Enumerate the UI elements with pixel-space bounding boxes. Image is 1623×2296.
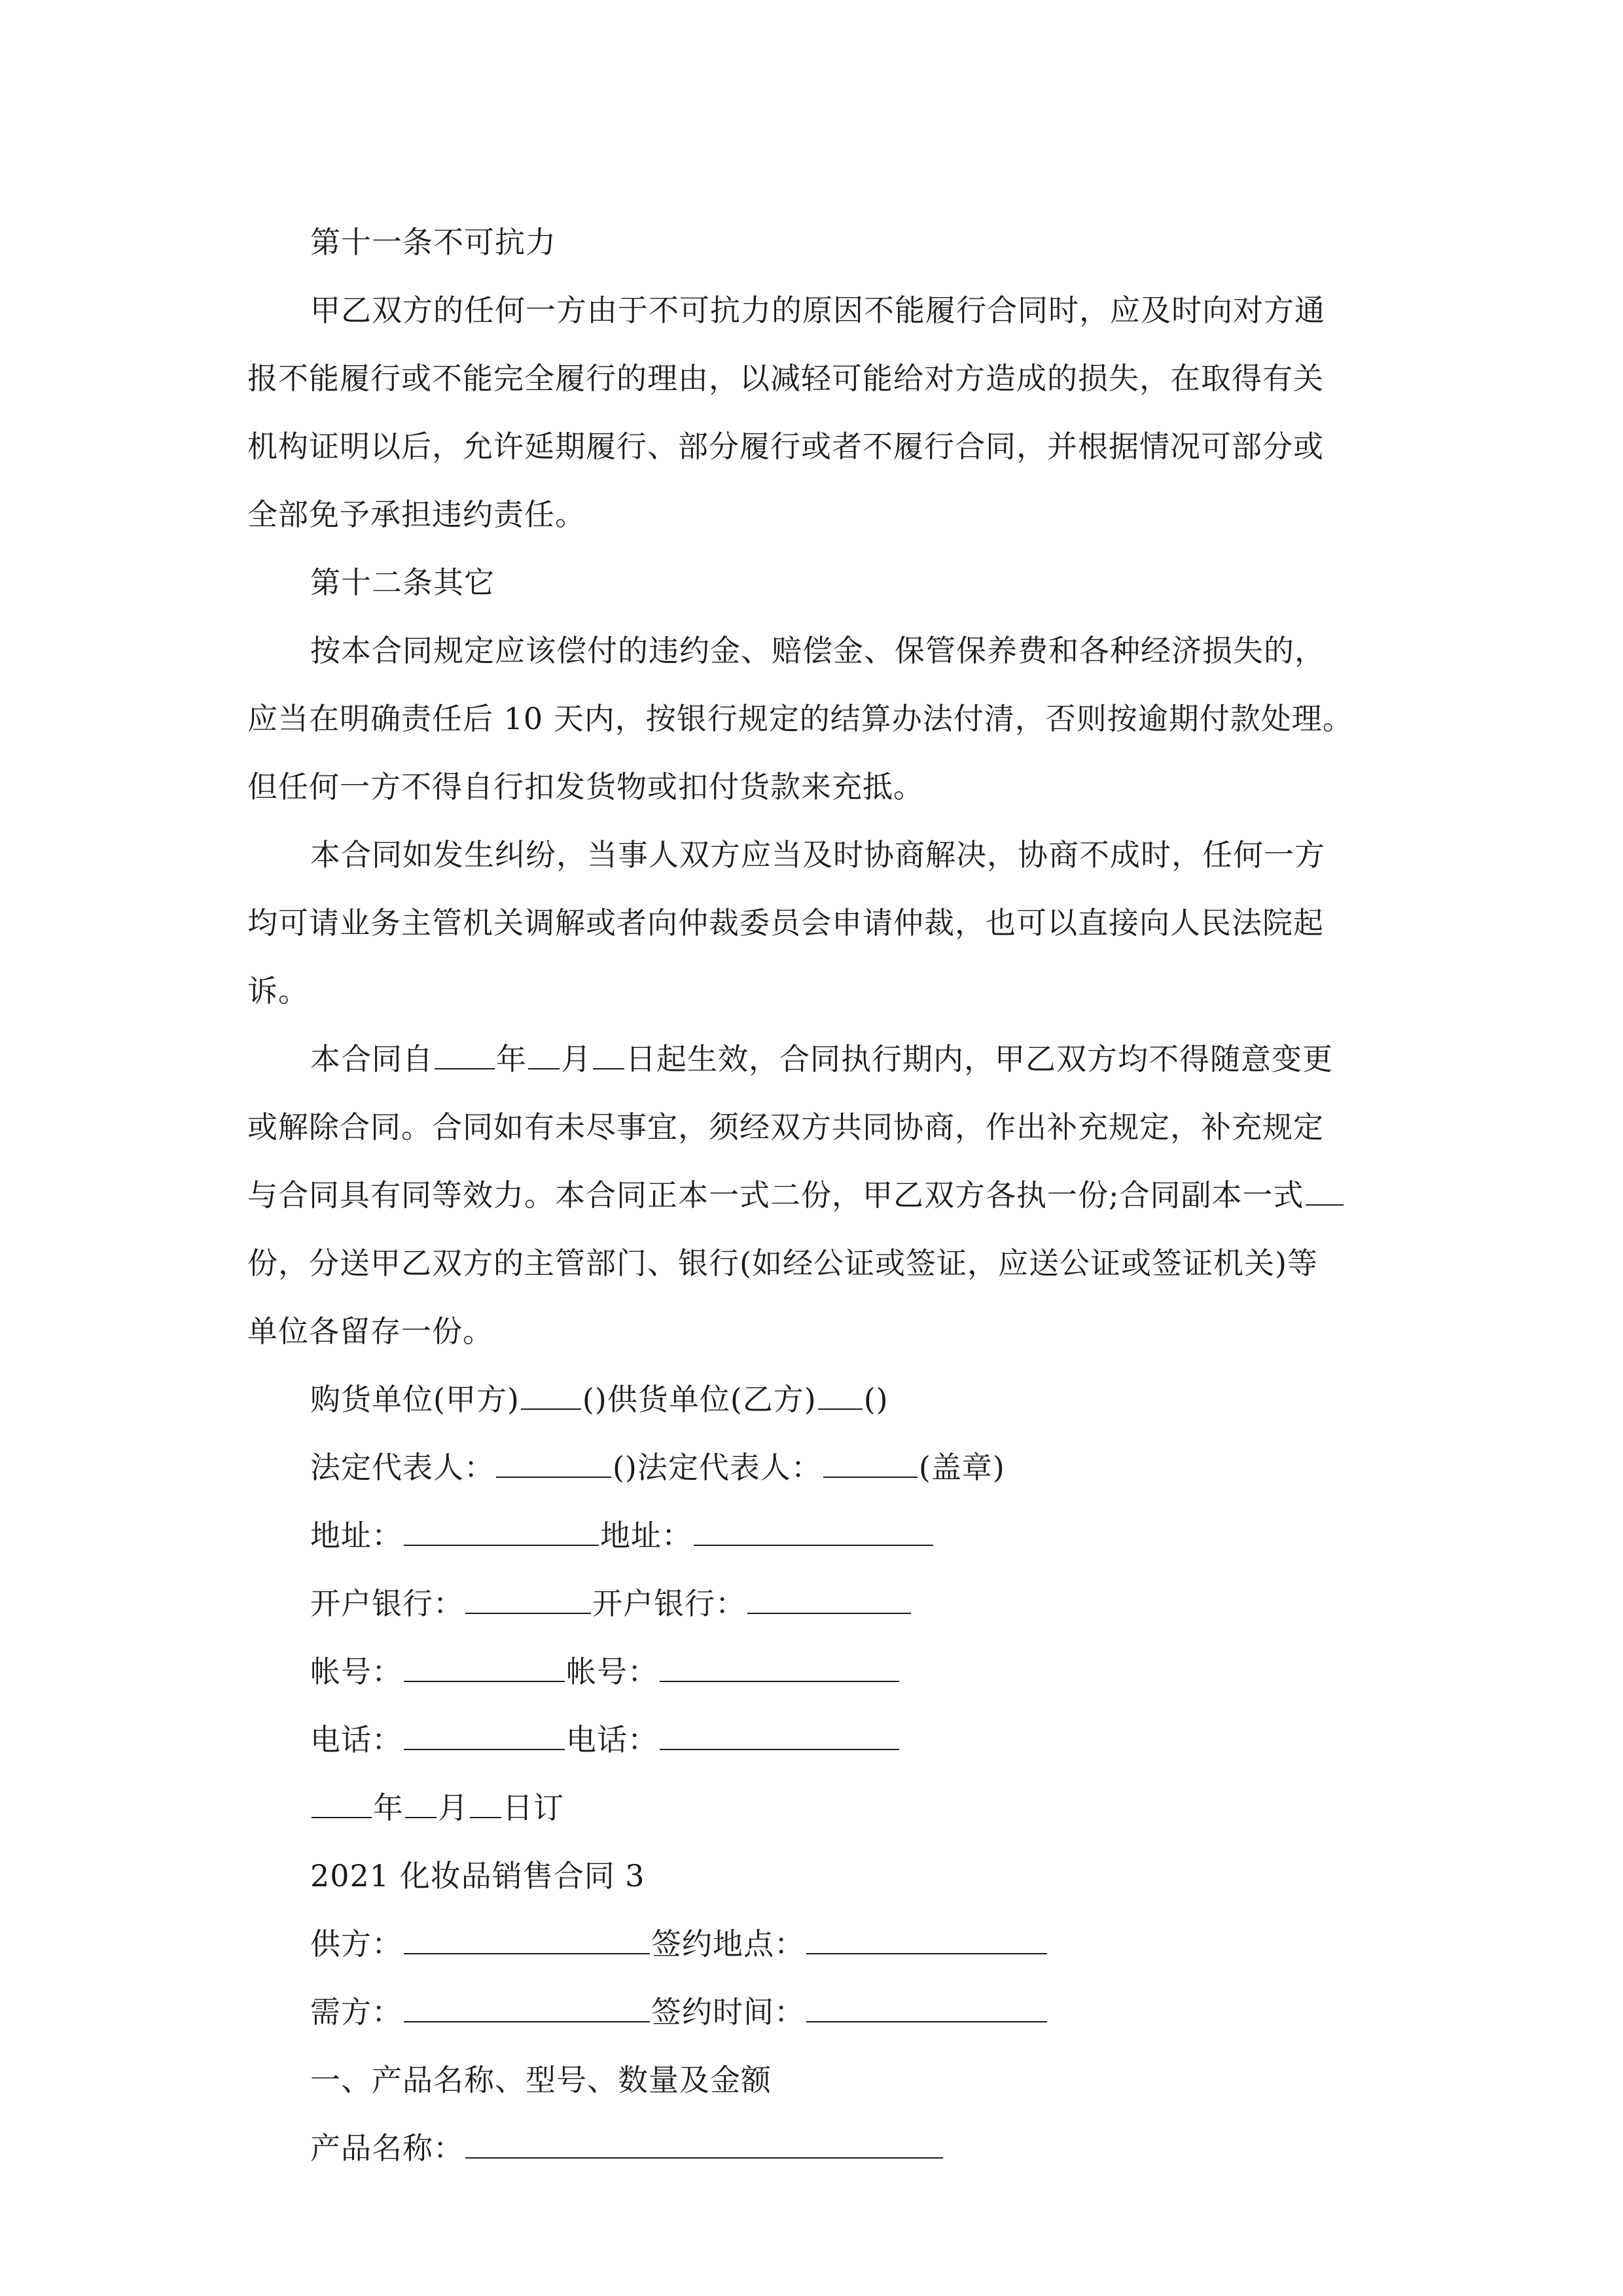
effective-line: 份，分送甲乙双方的主管部门、银行(如经公证或签证，应送公证或签证机关)等 [247, 1246, 1318, 1281]
sign-year-blank [312, 1788, 372, 1818]
phone-blank-b [660, 1720, 899, 1750]
account-blank-a [404, 1652, 565, 1682]
effective-text: 本合同自 [310, 1041, 433, 1077]
clause-12-line: 但任何一方不得自行扣发货物或扣付货款来充抵。 [247, 769, 924, 804]
dispute-line: 诉。 [247, 973, 309, 1009]
sign-day-blank [470, 1788, 501, 1818]
month-blank [528, 1039, 560, 1069]
rep-blank-a [496, 1448, 611, 1478]
effective-line: 单位各留存一份。 [247, 1314, 493, 1349]
sign-place-blank [806, 1924, 1047, 1954]
bank-blank-b [747, 1584, 911, 1614]
bank-row: 开户银行： 开户银行： [247, 1570, 1412, 1638]
product-name-blank [465, 2128, 943, 2159]
rep-blank-b [823, 1448, 918, 1478]
clause-11-heading: 第十一条不可抗力 [310, 224, 556, 260]
effective-line: 或解除合同。合同如有未尽事宜，须经双方共同协商，作出补充规定，补充规定 [247, 1109, 1324, 1145]
clause-11-line: 全部免予承担违约责任。 [247, 497, 586, 532]
effective-date-line [247, 1025, 1412, 1093]
supplier-row: 供方： 签约地点： [247, 1910, 1412, 1978]
address-blank-a [404, 1516, 599, 1546]
copies-blank [1306, 1175, 1344, 1206]
sign-date-row: 年 月 日订 [247, 1774, 1412, 1842]
document-body [247, 208, 1412, 2182]
supplier-blank [404, 1924, 650, 1954]
clause-11-line: 机构证明以后，允许延期履行、部分履行或者不履行合同，并根据情况可部分或 [247, 429, 1324, 464]
buyer-name-blank [404, 1992, 650, 2022]
phone-blank-a [404, 1720, 565, 1750]
address-blank-b [694, 1516, 933, 1546]
sign-time-blank [806, 1992, 1047, 2022]
month-label: 月 [561, 1041, 592, 1077]
representative-row: 法定代表人： ()法定代表人： (盖章) [247, 1433, 1412, 1501]
signature-block [247, 1365, 1412, 1842]
sign-month-blank [405, 1788, 437, 1818]
contract-3-title: 2021 化妆品销售合同 3 [310, 1858, 645, 1893]
day-blank [593, 1039, 624, 1069]
dispute-line: 本合同如发生纠纷，当事人双方应当及时协商解决，协商不成时，任何一方 [310, 837, 1325, 872]
buyer-blank [521, 1380, 581, 1410]
phone-row: 电话： 电话： [247, 1706, 1412, 1774]
account-row: 帐号： 帐号： [247, 1638, 1412, 1706]
section-1-heading: 一、产品名称、型号、数量及金额 [310, 2062, 772, 2098]
address-row: 地址： 地址： [247, 1501, 1412, 1570]
year-label: 年 [496, 1041, 527, 1077]
party-units-row: 购货单位(甲方) ()供货单位(乙方) () [247, 1365, 1412, 1433]
effective-text-tail: 日起生效，合同执行期内，甲乙双方均不得随意变更 [626, 1041, 1333, 1077]
clause-12-line: 按本合同规定应该偿付的违约金、赔偿金、保管保养费和各种经济损失的， [310, 633, 1325, 668]
clause-11-line: 甲乙双方的任何一方由于不可抗力的原因不能履行合同时，应及时向对方通 [310, 293, 1325, 328]
account-blank-b [660, 1652, 899, 1682]
effective-line: 与合同具有同等效力。本合同正本一式二份，甲乙双方各执一份;合同副本一式 [247, 1161, 1412, 1229]
seller-blank [818, 1380, 863, 1410]
clause-11-line: 报不能履行或不能完全履行的理由，以减轻可能给对方造成的损失，在取得有关 [247, 361, 1324, 396]
clause-12-heading: 第十二条其它 [310, 565, 495, 600]
dispute-line: 均可请业务主管机关调解或者向仲裁委员会申请仲裁，也可以直接向人民法院起 [247, 905, 1324, 941]
buyer-row: 需方： 签约时间： [247, 1978, 1412, 2046]
bank-blank-a [465, 1584, 591, 1614]
clause-12-line: 应当在明确责任后 10 天内，按银行规定的结算办法付清，否则按逾期付款处理。 [247, 701, 1353, 736]
product-name-row: 产品名称： [247, 2114, 1412, 2182]
year-blank [435, 1039, 495, 1069]
